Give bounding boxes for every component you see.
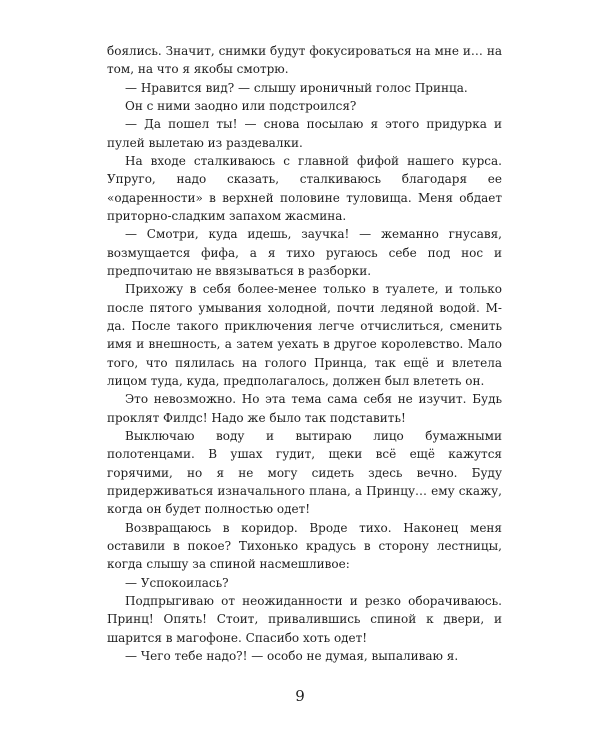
page-number: 9 [295, 687, 305, 705]
paragraph: Выключаю воду и вытираю лицо бумажными полотенцами. В ушах гудит, щеки всё ещё кажутся горячими, но я не могу сидеть здесь вечно. Буду придерживаться изначального плана, а Принцу… ему скажу, когда он будет полностью одет! [107, 428, 502, 517]
paragraph: Он с ними заодно или подстроился? [125, 98, 357, 113]
paragraph: — Успокоилась? [125, 575, 229, 590]
paragraph: Возвращаюсь в коридор. Вроде тихо. Наконец меня оставили в покое? Тихонько крадусь в сторону лестницы, когда слышу за спиной насмешливое: [107, 520, 502, 572]
paragraph: — Да пошел ты! — снова посылаю я этого придурка и пулей вылетаю из раздевалки. [107, 117, 502, 150]
paragraph: Это невозможно. Но эта тема сама себя не изучит. Будь проклят Филдс! Надо же было так подставить! [107, 392, 502, 425]
paragraph: На входе сталкиваюсь с главной фифой нашего курса. Упруго, надо сказать, сталкиваюсь благодаря ее «одаренности» в верхней половине туловища. Меня обдает приторно-сладким запахом жасмина. [107, 153, 502, 223]
paragraph: Прихожу в себя более-менее только в туалете, и только после пятого умывания холодной, почти ледяной водой. М-да. После такого приключения легче отчислиться, сменить имя и внешность, а затем уехать в другое королевство. Мало того, что пялилась на голого Принца, так ещё и влетела лицом туда, куда, предполагалось, должен был влететь он. [107, 282, 502, 388]
paragraph: боялись. Значит, снимки будут фокусироваться на мне и… на том, на что я якобы смотрю. [107, 44, 502, 77]
paragraph: — Нравится вид? — слышу ироничный голос Принца. [125, 80, 468, 95]
page-text [107, 42, 502, 665]
paragraph: Подпрыгиваю от неожиданности и резко оборачиваюсь. Принц! Опять! Стоит, привалившись спиной к двери, и шарится в магофоне. Спасибо хоть одет! [107, 593, 502, 645]
paragraph: — Чего тебе надо?! — особо не думая, выпаливаю я. [125, 648, 459, 663]
paragraph: — Смотри, куда идешь, заучка! — жеманно гнусавя, возмущается фифа, а я тихо ругаюсь себе под нос и предпочитаю не ввязываться в разборки. [107, 227, 502, 278]
